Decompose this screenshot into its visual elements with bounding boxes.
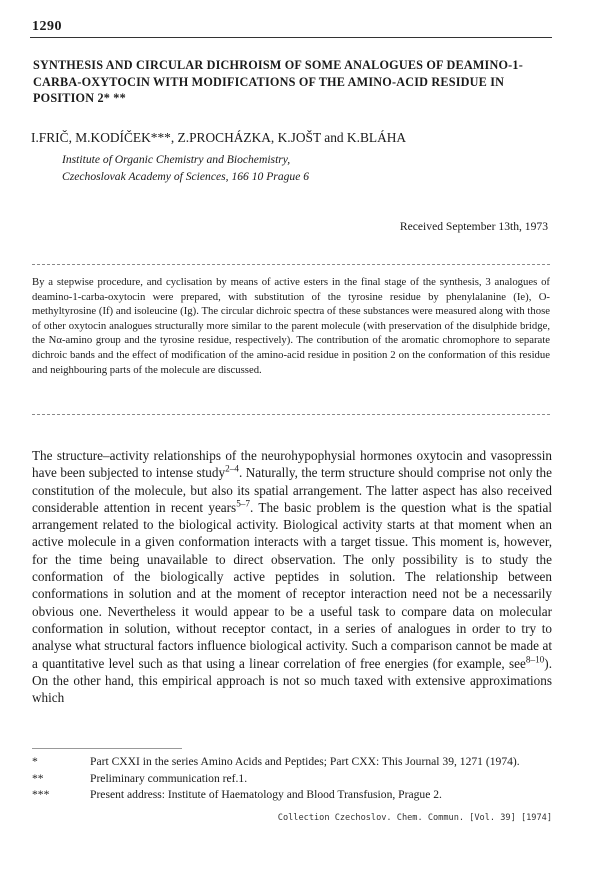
reference-superscript: 5–7 bbox=[236, 498, 251, 509]
abstract-bottom-rule bbox=[32, 414, 550, 415]
affiliation-line-2: Czechoslovak Academy of Sciences, 166 10 Prague 6 bbox=[62, 169, 310, 183]
footnote-mark: ** bbox=[32, 771, 44, 785]
footnote-rule bbox=[32, 748, 182, 749]
journal-footer: Collection Czechoslov. Chem. Commun. [Vol. 39] [1974] bbox=[277, 813, 552, 823]
footnote-text: Present address: Institute of Haematology and Blood Transfusion, Prague 2. bbox=[90, 788, 442, 801]
author-list: I.FRIČ, M.KODÍČEK***, Z.PROCHÁZKA, K.JOŠT and K.BLÁHA bbox=[31, 130, 407, 145]
body-text-3: . The basic problem is the question what is the spatial arrangement related to the biological activity. Biological activity starts at that moment when an active molecule in a given conformation interacts with a target tissue. This moment is, however, for the time being unavailable to direct observation. The only possibility is to study the conformation of the biologically active peptides in solution. The relationship between conformations in solution and at the moment of receptor interaction need not be a necessarily obvious one. Nevertheless it would appear to be a useful task to compare data on molecular conformation in solution, without receptor contact, in a series of analogues in order to try to analyse what structural factors influence biological activity. Such a comparison cannot be made at a quantitative level such as that using a linear correlation of free energies (for example, see bbox=[32, 499, 552, 671]
body-text-4: ). On the other hand, this empirical approach is not so much taxed with extensive approximations which bbox=[32, 655, 552, 706]
body-text-1: The structure–activity relationships of the neurohypophysial hormones oxytocin and vasopressin have been subjected to intense study bbox=[32, 448, 552, 481]
footnote-mark: *** bbox=[32, 788, 50, 801]
footnote-text: Part CXXI in the series Amino Acids and Peptides; Part CXX: This Journal 39, 1271 (1974). bbox=[90, 755, 520, 768]
body-paragraph bbox=[32, 447, 552, 706]
footnote bbox=[32, 754, 552, 771]
body-text-2: . Naturally, the term structure should comprise not only the constitution of the molecule, but also its spatial arrangement. The latter aspect has also received considerable attention in recent years bbox=[32, 465, 552, 515]
footnote-text: Preliminary communication ref.1. bbox=[90, 771, 248, 785]
abstract: By a stepwise procedure, and cyclisation by means of active esters in the final stage of the synthesis, 3 analogues of deamino-1-carba-oxytocin were prepared, with substitution of the tyrosine residue by phenylalanine (Ie), O-methyltyrosine (If) and isoleucine (Ig). The circular dichroic spectra of these substances were measured along with those of other oxytocin analogues structurally more similar to the parent molecule (with preservation of the disulphide bridge, the Nα-amino group and the tyrosine residue, respectively). The contribution of the aromatic chromophore to separate dichroic bands and the effect of modification of the amino-acid residue in position 2 on the conformation of this residue and neighbouring parts of the molecule are discussed. bbox=[32, 276, 550, 376]
footnote bbox=[32, 787, 552, 804]
affiliation bbox=[62, 152, 542, 185]
footnote-mark: * bbox=[32, 755, 38, 768]
page-number: 1290 bbox=[32, 19, 62, 34]
abstract-top-rule bbox=[32, 264, 550, 265]
article-title: SYNTHESIS AND CIRCULAR DICHROISM OF SOME ANALOGUES OF DEAMINO-1-CARBA-OXYTOCIN WITH MODIFICATIONS OF THE AMINO-ACID RESIDUE IN POSITION 2* ** bbox=[33, 58, 523, 105]
affiliation-line-1: Institute of Organic Chemistry and Biochemistry, bbox=[62, 153, 291, 166]
footnote bbox=[32, 771, 552, 788]
reference-superscript: 8–10 bbox=[525, 654, 545, 665]
header-rule bbox=[30, 37, 552, 38]
received-date: Received September 13th, 1973 bbox=[399, 220, 548, 233]
reference-superscript: 2–4 bbox=[225, 463, 239, 474]
footnotes bbox=[32, 754, 552, 804]
